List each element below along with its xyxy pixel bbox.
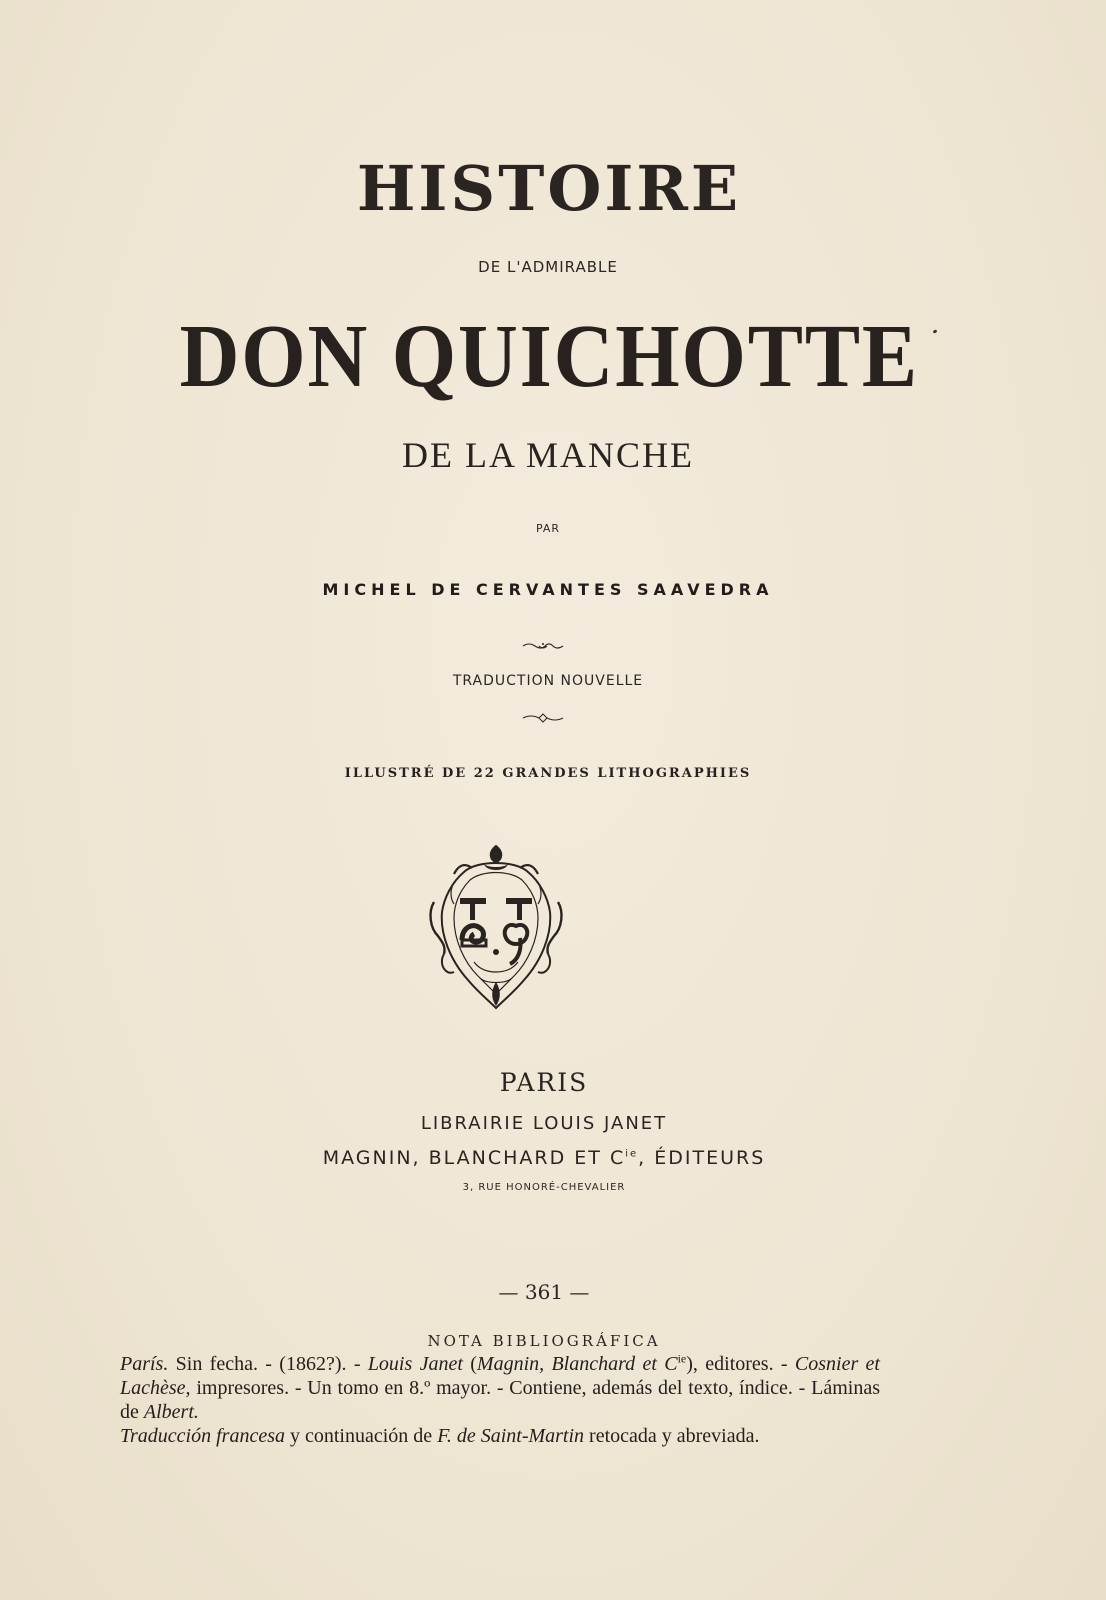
- nota-paren-open: (: [462, 1353, 477, 1375]
- title-de-la-manche: DE LA MANCHE: [402, 435, 694, 475]
- imprint-libraire: LIBRAIRIE LOUIS JANET: [420, 1113, 668, 1134]
- byline-par: PAR: [535, 522, 561, 535]
- nota-translator: F. de Saint-Martin: [437, 1425, 585, 1447]
- nota-city: París.: [120, 1353, 169, 1375]
- nota-bibliografica: [120, 1352, 880, 1448]
- imprint-editeurs-suffix: , ÉDITEURS: [638, 1147, 766, 1169]
- nota-publisher-2: Magnin, Blanchard et C: [476, 1353, 678, 1375]
- nota-illustrator: Albert.: [143, 1401, 199, 1423]
- nota-editores: ), editores. -: [686, 1353, 795, 1375]
- title-don-quichotte: DON QUICHOTTE: [179, 307, 919, 406]
- nota-traduccion-label: Traducción francesa: [120, 1425, 285, 1447]
- imprint-editeurs: [0, 1147, 1097, 1169]
- nota-printer-rest: impresores. - Un tomo en 8.º mayor. - Contiene, además del texto, índice. - Láminas de: [120, 1377, 880, 1423]
- nota-heading: NOTA BIBLIOGRÁFICA: [427, 1332, 661, 1350]
- imprint-city: PARIS: [499, 1068, 589, 1097]
- illustre-lithographies: ILLUSTRÉ DE 22 GRANDES LITHOGRAPHIES: [344, 766, 752, 781]
- nota-publisher-sup: ie: [677, 1351, 687, 1366]
- traduction-nouvelle: TRADUCTION NOUVELLE: [452, 673, 644, 689]
- nota-paragraph-1: [120, 1352, 880, 1424]
- ornament-flourish-icon: [0, 712, 1096, 724]
- imprint-editeurs-sup: ie: [625, 1148, 639, 1160]
- title-admirable: DE L'ADMIRABLE: [478, 258, 618, 276]
- nota-paragraph-2: [120, 1424, 880, 1448]
- imprint-address: 3, RUE HONORÉ-CHEVALIER: [462, 1182, 626, 1193]
- page-number: — 361 —: [498, 1280, 590, 1304]
- nota-traduccion-end: retocada y abreviada.: [584, 1425, 760, 1447]
- imprint-editeurs-prefix: MAGNIN, BLANCHARD ET C: [322, 1147, 626, 1169]
- nota-date: Sin fecha. - (1862?). -: [168, 1353, 368, 1375]
- author-name: MICHEL DE CERVANTES SAAVEDRA: [322, 580, 774, 599]
- publisher-vignette-icon: [424, 842, 568, 1012]
- nota-printer: Cosnier et Lachèse,: [120, 1353, 880, 1399]
- title-histoire: HISTOIRE: [356, 152, 742, 225]
- nota-publisher: Louis Janet: [367, 1353, 463, 1375]
- nota-traduccion-mid: y continuación de: [285, 1425, 438, 1447]
- ornament-flourish-icon: [0, 641, 1096, 651]
